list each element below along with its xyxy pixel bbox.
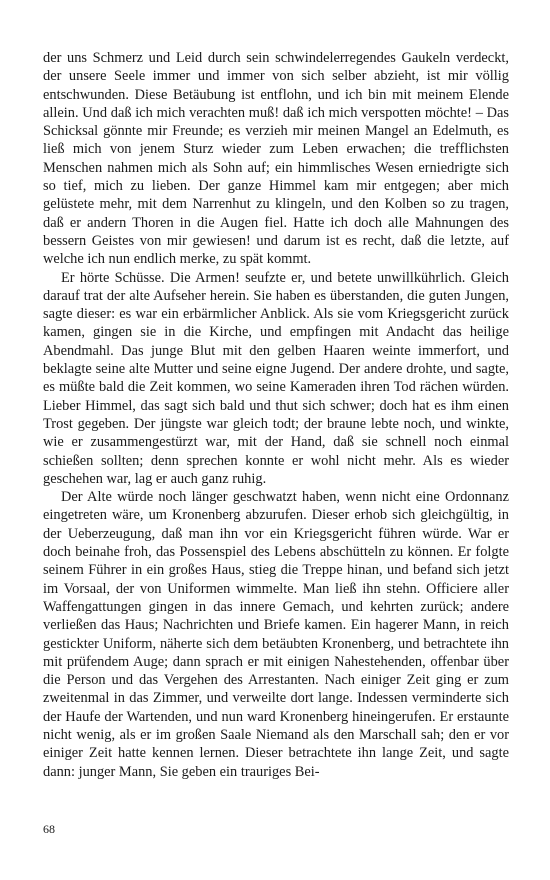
paragraph-1: der uns Schmerz und Leid durch sein schwindelerregendes Gaukeln verdeckt, der unsere Seele immer und immer von sich selber abzieht, ist mir völlig entschwunden. Diese Betäubung ist entflohn, und ich bin mit meinem Elende allein. Und daß ich mich verachten muß! daß ich mich verspotten möchte! – Das Schicksal gönnte mir Freunde; es verzieh mir meinen Mangel an Edelmuth, es ließ mich von jenem Sturz wieder zum Leben erwachen; die trefflichsten Menschen nahmen mich als Sohn auf; ein himmlisches Wesen erniedrigte sich so tief, mich zu lieben. Der ganze Himmel kam mir entgegen; aber mich gelüstete mehr, mit dem Narrenhut zu klingeln, und den Kolben so zu tragen, daß er andern Thoren in die Augen fiel. Hatte ich doch alle Mahnungen des bessern Geistes von mir gewiesen! und darum ist es recht, daß die letzte, auf welche ich nun endlich merke, zu spät kommt. [43,50,509,268]
paragraph-2: Er hörte Schüsse. Die Armen! seufzte er, und betete unwillkührlich. Gleich darauf trat der alte Aufseher herein. Sie haben es überstanden, die guten Jungen, sagte dieser: es war ein erbärmlicher Anblick. Als sie vom Kriegsgericht zurück kamen, gingen sie in die Kirche, und empfingen mit Andacht das heilige Abendmahl. Das junge Blut mit den gelben Haaren weinte immerfort, und beklagte seine alte Mutter und seine eigne Jugend. Der andere drohte, und sagte, es müßte bald die Zeit kommen, wo seine Kameraden ihren Tod rächen würden. Lieber Himmel, das sagt sich bald und thut sich schwer; doch hat es ihm einen Trost gegeben. Der jüngste war gleich todt; der braune lebte noch, und winkte, wie er zusammengestürzt war, mit der Hand, daß sie schnell noch einmal schießen sollten; denn sprechen konnte er wohl nicht mehr. Als es wieder geschehen war, lag er auch ganz ruhig. [43,269,509,487]
page-body [43,49,509,781]
paragraph-3: Der Alte würde noch länger geschwatzt haben, wenn nicht eine Ordonnanz eingetreten wäre, um Kronenberg abzurufen. Dieser erhob sich gleichgültig, in der Ueberzeugung, daß man ihn vor ein Kriegsgericht führen würde. War er doch beinahe froh, das Possenspiel des Lebens abschütteln zu können. Er folgte seinem Führer in ein großes Haus, stieg die Treppe hinan, und befand sich jetzt im Vorsaal, der von Uniformen wimmelte. Man ließ ihn stehn. Officiere aller Waffengattungen gingen in das innere Gemach, und kehrten zurück; andere verließen das Haus; Nachrichten und Briefe kamen. Ein hagerer Mann, in reich gestickter Uniform, näherte sich dem betäubten Kronenberg, und betrachtete ihn mit prüfendem Auge; dann sprach er mit einigen Nahestehenden, offenbar über die Person und das Vergehen des Arrestanten. Nach einiger Zeit ging er zum zweitenmal in das Zimmer, und verweilte dort lange. Indessen verminderte sich der Haufe der Wartenden, und nun ward Kronenberg hineingerufen. Er erstaunte nicht wenig, als er im großen Saale Niemand als den Marschall sah; den er vor einiger Zeit hatte kennen lernen. Dieser betrachtete ihn lange Zeit, und sagte dann: junger Mann, Sie geben ein trauriges Bei- [43,489,509,780]
page-number: 68 [43,822,55,836]
